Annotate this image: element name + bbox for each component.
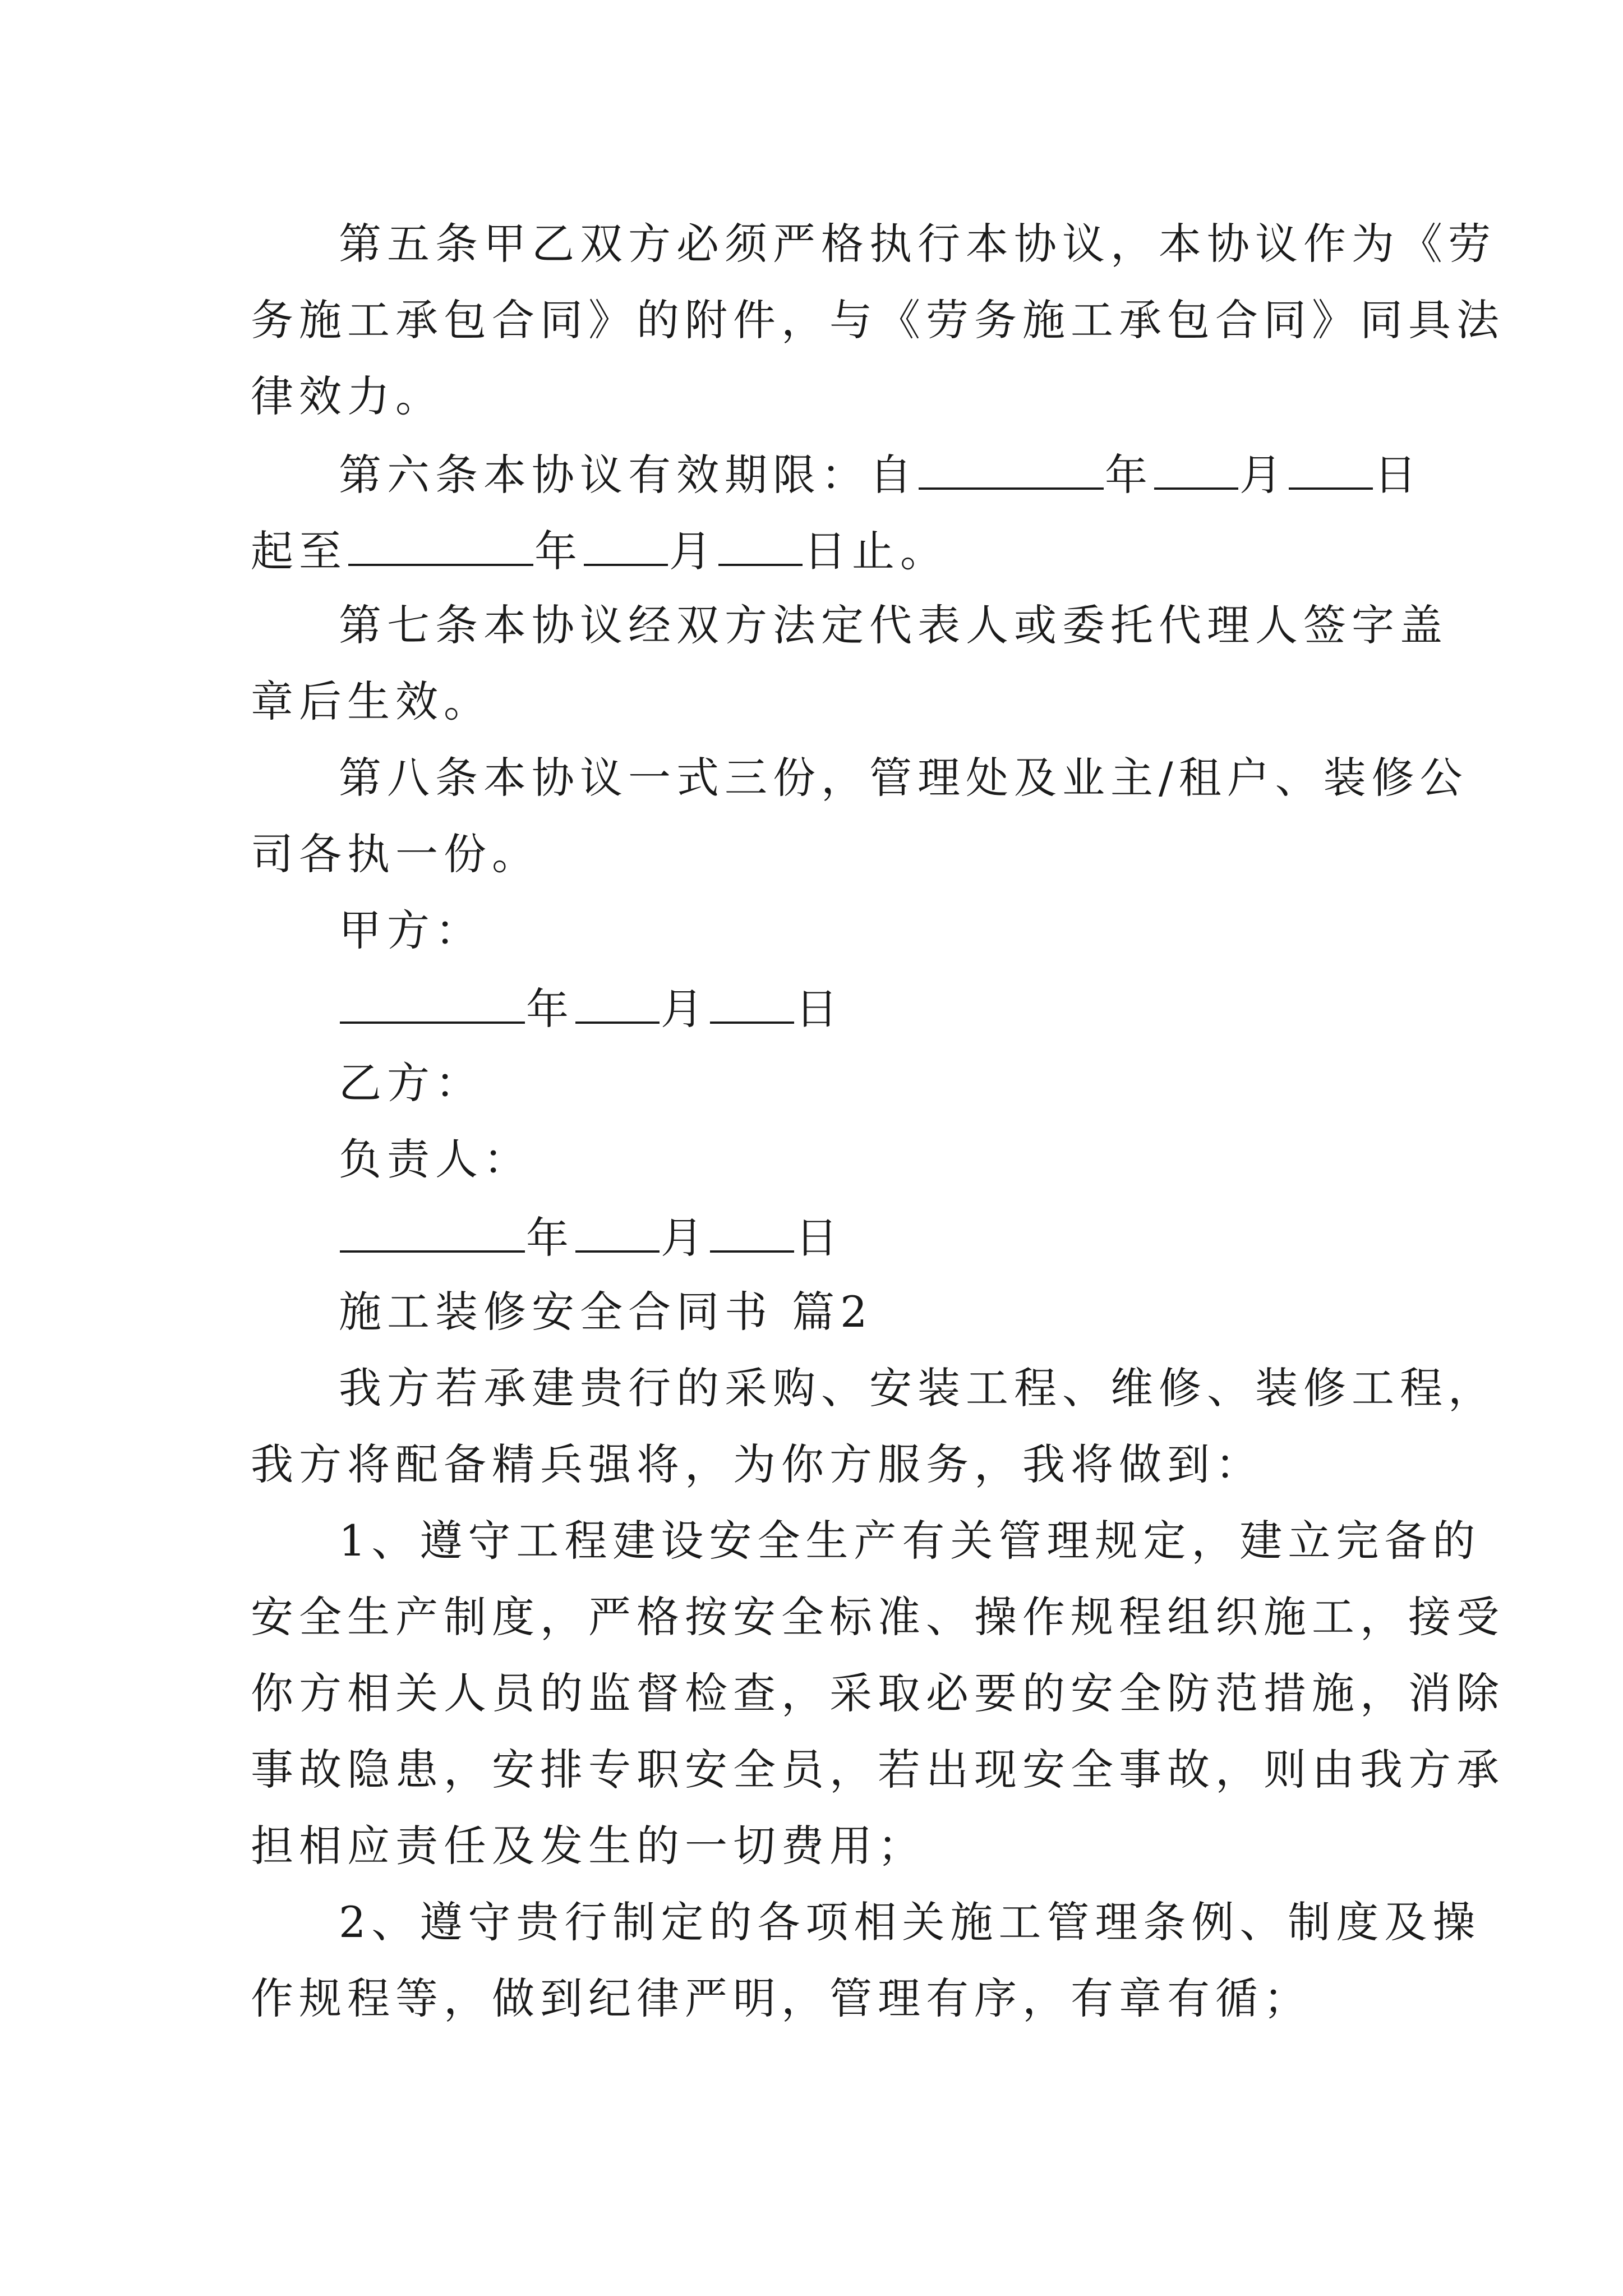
month-label: 月	[669, 526, 717, 576]
section2-intro-line1: 我方若承建贵行的采购、安装工程、维修、装修工程，	[339, 1363, 1496, 1413]
year-label: 年	[534, 526, 583, 576]
party-b-month-blank	[575, 1214, 660, 1253]
article5-line2: 务施工承包合同》的附件，与《劳务施工承包合同》同具法	[251, 295, 1505, 345]
year-label: 年	[526, 984, 574, 1034]
item1-line5: 担相应责任及发生的一切费用；	[251, 1821, 926, 1871]
article7-line1: 第七条本协议经双方法定代表人或委托代理人签字盖	[339, 600, 1448, 650]
item1-line3: 你方相关人员的监督检查，采取必要的安全防范措施，消除	[251, 1668, 1505, 1718]
year-label: 年	[526, 1213, 574, 1263]
party-a-month-blank	[575, 986, 660, 1024]
article5-line3: 律效力。	[251, 371, 444, 421]
article5-line1: 第五条甲乙双方必须严格执行本协议，本协议作为《劳	[339, 219, 1496, 269]
month-label: 月	[661, 984, 709, 1034]
item2-line1: 2、遵守贵行制定的各项相关施工管理条例、制度及操	[339, 1897, 1481, 1947]
month-label: 月	[1239, 450, 1288, 500]
party-a-year-blank	[340, 986, 525, 1024]
year-label: 年	[1105, 450, 1153, 500]
party-b-label: 乙方：	[339, 1058, 483, 1108]
party-b-day-blank	[710, 1214, 794, 1253]
article6-line2	[251, 526, 948, 576]
start-year-blank	[919, 452, 1104, 490]
start-month-blank	[1154, 452, 1238, 490]
end-year-blank	[348, 528, 533, 566]
item1-line4: 事故隐患，安排专职安全员，若出现安全事故，则由我方承	[251, 1745, 1505, 1795]
end-month-blank	[584, 528, 668, 566]
item2-line2: 作规程等，做到纪律严明，管理有序，有章有循；	[251, 1973, 1312, 2023]
article6-line2-prefix: 起至	[251, 526, 347, 576]
day-label: 日	[1374, 450, 1422, 500]
section2-title: 施工装修安全合同书 篇2	[339, 1287, 873, 1337]
item1-line1: 1、遵守工程建设安全生产有关管理规定，建立完备的	[339, 1516, 1481, 1566]
start-day-blank	[1289, 452, 1373, 490]
month-label: 月	[661, 1213, 709, 1263]
party-a-day-blank	[710, 986, 794, 1024]
item1-line2: 安全生产制度，严格按安全标准、操作规程组织施工，接受	[251, 1592, 1505, 1642]
day-label: 日	[795, 1213, 843, 1263]
article7-line2: 章后生效。	[251, 677, 492, 726]
person-in-charge-label: 负责人：	[339, 1134, 532, 1184]
end-label: 日止。	[804, 526, 948, 576]
article6-prefix: 第六条本协议有效期限：自	[339, 450, 917, 500]
article6-line1	[339, 450, 1422, 500]
day-label: 日	[795, 984, 843, 1034]
party-a-date	[339, 984, 843, 1034]
article8-line1: 第八条本协议一式三份，管理处及业主/租户、装修公	[339, 753, 1468, 803]
party-a-label: 甲方：	[339, 905, 483, 955]
article8-line2: 司各执一份。	[251, 829, 540, 879]
section2-intro-line2: 我方将配备精兵强将，为你方服务，我将做到：	[251, 1439, 1264, 1489]
party-b-year-blank	[340, 1214, 525, 1253]
end-day-blank	[718, 528, 803, 566]
party-b-date	[339, 1213, 843, 1263]
